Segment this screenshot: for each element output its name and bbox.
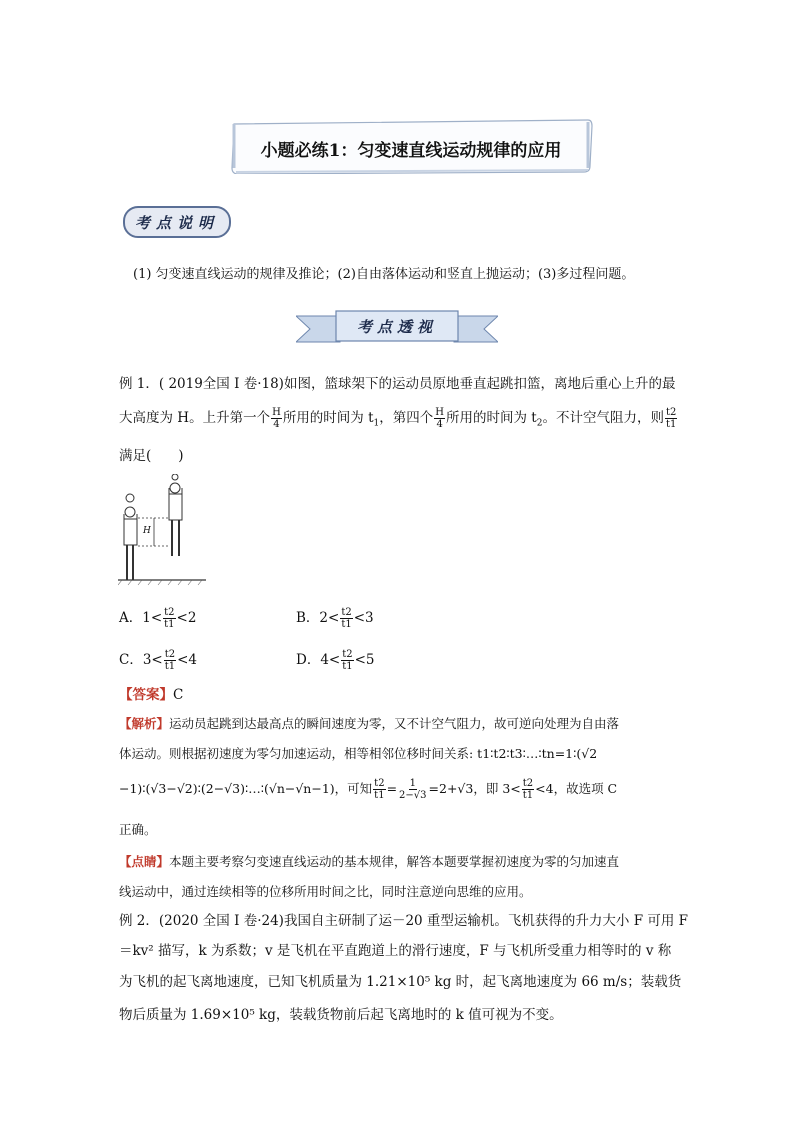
frac-num: 1 <box>409 778 416 789</box>
analysis-3c: =2+√3，即 3< <box>428 781 521 796</box>
ex1-line2-part-c: ，第四个 <box>379 410 434 426</box>
frac-den: t1 <box>164 661 176 672</box>
analysis-3d: <4，故选项 C <box>535 781 618 796</box>
ex2-line1: 例 2．(2020 全国 I 卷·24)我国自主研制了运－20 重型运输机。飞机获得的升力大小 F 可用 F <box>119 913 689 929</box>
ex1-line3: 满足( ) <box>119 448 184 464</box>
frac-num: t2 <box>164 607 175 618</box>
option-c-fraction <box>164 649 176 672</box>
option-d-fraction <box>341 649 353 672</box>
frac-den: 2−√3 <box>399 790 427 801</box>
analysis-fraction-t <box>373 778 385 801</box>
analysis-tag: 【解析】 <box>119 716 170 731</box>
ex1-figure <box>118 474 210 586</box>
intro-text: (1) 匀变速直线运动的规律及推论；(2)自由落体运动和竖直上抛运动；(3)多过程问题。 <box>133 267 635 282</box>
answer-tag: 【答案】 <box>119 687 173 703</box>
remark-line1 <box>119 852 619 872</box>
title-banner <box>228 118 594 174</box>
analysis-fraction-root <box>398 778 427 801</box>
option-d[interactable] <box>296 649 375 672</box>
frac-den: t1 <box>164 619 175 630</box>
ex1-line2-part-b: 所用的时间为 t <box>282 410 374 426</box>
frac-den: 4 <box>273 419 280 430</box>
ex1-line2-part-a: 大高度为 H。上升第一个 <box>119 410 271 426</box>
section-ribbon-kaodian-toushi <box>296 308 498 348</box>
frac-num: H <box>272 407 281 418</box>
fraction-h-over-4b <box>434 407 445 430</box>
remark-text-1: 本题主要考察匀变速直线运动的基本规律，解答本题要掌握初速度为零的匀加速直 <box>169 854 620 869</box>
frac-den: t1 <box>342 661 353 672</box>
frac-den: t1 <box>341 619 352 630</box>
analysis-line1 <box>119 714 619 734</box>
analysis-3b: = <box>386 781 398 796</box>
analysis-3a: −1)∶(√3−√2)∶(2−√3)∶…∶(√n−√n−1)，可知 <box>119 781 373 796</box>
basketball-jump-figure <box>118 474 210 586</box>
frac-den: t1 <box>665 419 677 430</box>
analysis-line2: 体运动。则根据初速度为零匀加速运动，相等相邻位移时间关系: t1∶t2∶t3∶…∶tn=1∶(√2 <box>119 746 598 761</box>
badge-text: 考点说明 <box>134 214 219 232</box>
analysis-line4: 正确。 <box>119 822 157 837</box>
frac-den: t1 <box>522 790 534 801</box>
ex2-line4: 物后质量为 1.69×10⁵ kg，装载货物前后起飞离地时的 k 值可视为不变。 <box>119 1007 563 1023</box>
frac-num: t2 <box>374 778 385 789</box>
option-b-lead: B．2< <box>296 610 340 626</box>
ribbon-text: 考点透视 <box>356 318 437 336</box>
remark-line2: 线运动中，通过连续相等的位移所用时间之比，同时注意逆向思维的应用。 <box>119 884 532 899</box>
analysis-fraction-t2 <box>522 778 534 801</box>
frac-num: t2 <box>341 607 352 618</box>
option-b[interactable] <box>296 607 374 630</box>
frac-num: t2 <box>164 649 176 660</box>
analysis-line3 <box>119 778 617 801</box>
option-b-fraction <box>340 607 352 630</box>
frac-den: t1 <box>374 790 385 801</box>
option-b-tail: <3 <box>353 610 374 626</box>
ex1-line2: 大高度为 H。上升第一个 $\frac{H}{4}$ 所用的时间为 $t_1$，第四个 $\frac{H}{4}$ 所用的时间为 $t_2$。不计空气阻力，则 $\frac{t2}{t1}$ <box>119 407 677 430</box>
frac-num: H <box>435 407 444 418</box>
option-a[interactable] <box>119 607 196 630</box>
analysis-text-1: 运动员起跳到达最高点的瞬间速度为零，又不计空气阻力，故可逆向处理为自由落 <box>169 716 620 731</box>
frac-num: t2 <box>665 407 677 418</box>
fraction-t2-over-t1 <box>665 407 677 430</box>
ex1-line1: 例 1．( 2019全国 I 卷·18)如图，篮球架下的运动员原地垂直起跳扣篮，离地后重心上升的最 <box>119 376 676 392</box>
ex2-line2: ＝kv² 描写，k 为系数；v 是飞机在平直跑道上的滑行速度，F 与飞机所受重力相等时的 v 称 <box>119 943 672 959</box>
page-title: 小题必练1：匀变速直线运动规律的应用 <box>260 141 562 161</box>
option-a-lead: A．1< <box>119 610 163 626</box>
ex1-line2-part-d: 所用的时间为 t <box>446 410 537 426</box>
remark-tag: 【点睛】 <box>119 854 170 869</box>
option-c-lead: C．3< <box>119 652 163 668</box>
option-a-tail: <2 <box>176 610 197 626</box>
frac-den: 4 <box>436 419 443 430</box>
option-d-lead: D．4< <box>296 652 341 668</box>
figure-height-label: H <box>143 526 151 536</box>
section-badge-kaodian-shuoming <box>122 205 232 239</box>
answer-value: C <box>173 687 184 703</box>
option-d-tail: <5 <box>354 652 375 668</box>
fraction-h-over-4 <box>271 407 282 430</box>
option-c[interactable] <box>119 649 197 672</box>
answer-line <box>119 685 183 705</box>
ex2-line3: 为飞机的起飞离地速度，已知飞机质量为 1.21×10⁵ kg 时，起飞离地速度为 66 m/s；装载货 <box>119 974 682 990</box>
option-a-fraction <box>163 607 175 630</box>
frac-num: t2 <box>342 649 353 660</box>
frac-num: t2 <box>522 778 534 789</box>
ex1-line2-part-e: 。不计空气阻力，则 <box>542 410 664 426</box>
option-c-tail: <4 <box>177 652 198 668</box>
